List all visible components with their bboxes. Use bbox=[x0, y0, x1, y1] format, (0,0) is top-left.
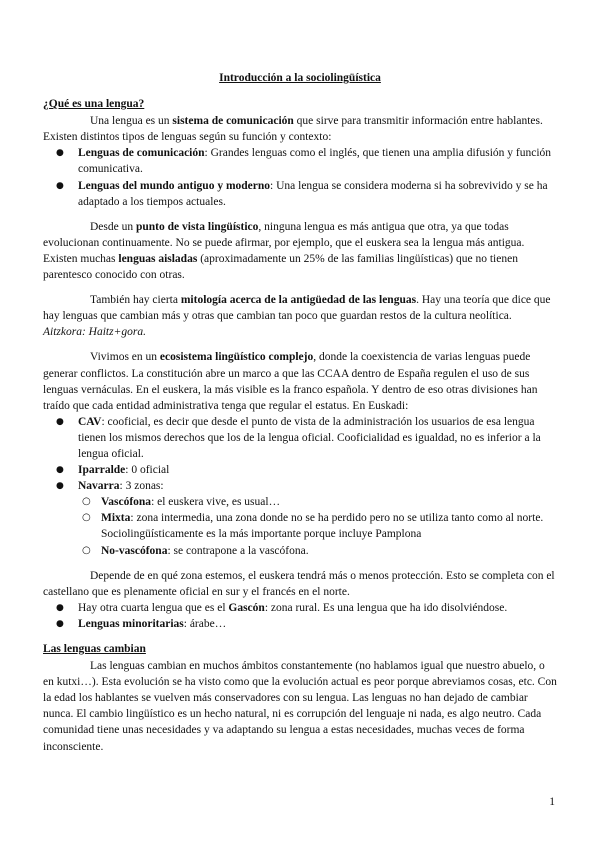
list-item: ● Lenguas del mundo antiguo y moderno: Una lengua se considera moderna si ha sobrevivido y se ha adaptado a los tiempos actuales. bbox=[43, 178, 557, 210]
page-number: 1 bbox=[549, 796, 555, 808]
list-item: ● Iparralde: 0 oficial bbox=[43, 462, 557, 478]
sub-bullet-list-navarra bbox=[78, 494, 557, 558]
sub-list-item: ○ Vascófona: el euskera vive, es usual… bbox=[78, 494, 557, 510]
bullet-list-tipos bbox=[43, 145, 557, 209]
bullet-list-euskadi bbox=[43, 414, 557, 559]
sub-list-item: ○ Mixta: zona intermedia, una zona donde no se ha perdido pero no se utiliza tanto como al norte. Sociolingüísticamente es la más importante porque incluye Pamplona bbox=[78, 510, 557, 542]
paragraph-proteccion: Depende de en qué zona estemos, el euskera tendrá más o menos protección. Esto se completa con el castellano que es plenamente oficial en sur y el francés en el norte. bbox=[43, 569, 555, 598]
paragraph-intro: Una lengua es un sistema de comunicación que sirve para transmitir información entre hablantes. Existen distintos tipos de lenguas según su función y contexto: bbox=[43, 115, 543, 144]
sub-list-item: ○ No-vascófona: se contrapone a la vascófona. bbox=[78, 543, 557, 559]
document-page bbox=[43, 64, 557, 755]
paragraph-ecosistema: Vivimos en un ecosistema lingüístico complejo, donde la coexistencia de varias lenguas puede generar conflictos. La constitución abre un marco a que las CCAA dentro de España regulen el uso de sus lenguas vernáculas. En el euskera, la más visible es la franco española. Y dentro de eso otras divisiones han traído que cada entidad administrativa tenga que regular el estatus. En Euskadi: bbox=[43, 351, 538, 412]
document-title: Introducción a la sociolingüística bbox=[219, 72, 381, 84]
paragraph-mitologia: También hay cierta mitología acerca de la antigüedad de las lenguas. Hay una teoría que dice que hay lenguas que cambian más y otras que cambian tan poco que guardan restos de la cultura neolítica. Aitzkora: Haitz+gora. bbox=[43, 294, 551, 339]
list-item: ● Navarra: 3 zonas: ○ Vascófona: el euskera vive, es usual… ○ Mixta: zona intermedia, una zona donde no se ha perdido pero no se utiliza tanto como al norte. Sociolingüísticamente es la más importante porque incluye Pamplona ○ No-vascófona: se contrapone a la vascófona. bbox=[43, 478, 557, 558]
paragraph-punto-de-vista: Desde un punto de vista lingüístico, ninguna lengua es más antigua que otra, ya que todas evolucionan continuamente. No se puede afirmar, por ejemplo, que el euskera sea la lengua más antigua. Existen muchas lenguas aisladas (aproximadamente un 25% de las familias lingüísticas) que no tienen parentesco conocido con otras. bbox=[43, 220, 525, 282]
bullet-list-otras-lenguas bbox=[43, 600, 557, 632]
paragraph-cambio: Las lenguas cambian en muchos ámbitos constantemente (no hablamos igual que nuestro abuelo, o en kutxi…). Esta evolución se ha visto como que la evolución actual es peor porque abreviamos cosas, etc. Con la edad los hablantes se vuelven más conservadores con su lengua. Las lenguas no han dejado de cambiar nunca. El cambio lingüístico es un hecho natural, ni es corrupción del lenguaje ni nada, es algo neutro. Cada comunidad tiene unas necesidades y va adaptando su lengua a estas necesidades, muchas veces de forma inconsciente. bbox=[43, 660, 557, 753]
section-heading-que-es-una-lengua: ¿Qué es una lengua? bbox=[43, 98, 145, 111]
list-item: ● Hay otra cuarta lengua que es el Gascón: zona rural. Es una lengua que ha ido disolviéndose. bbox=[43, 600, 557, 616]
list-item: ● CAV: cooficial, es decir que desde el punto de vista de la administración los usuarios de esa lengua tienen los mismos derechos que los de la lengua oficial. Cooficialidad es igualdad, no es inferior a la lengua oficial. bbox=[43, 414, 557, 462]
section-heading-las-lenguas-cambian: Las lenguas cambian bbox=[43, 643, 146, 655]
list-item: ● Lenguas minoritarias: árabe… bbox=[43, 616, 557, 632]
list-item: ● Lenguas de comunicación: Grandes lenguas como el inglés, que tienen una amplia difusión y función comunicativa. bbox=[43, 145, 557, 177]
